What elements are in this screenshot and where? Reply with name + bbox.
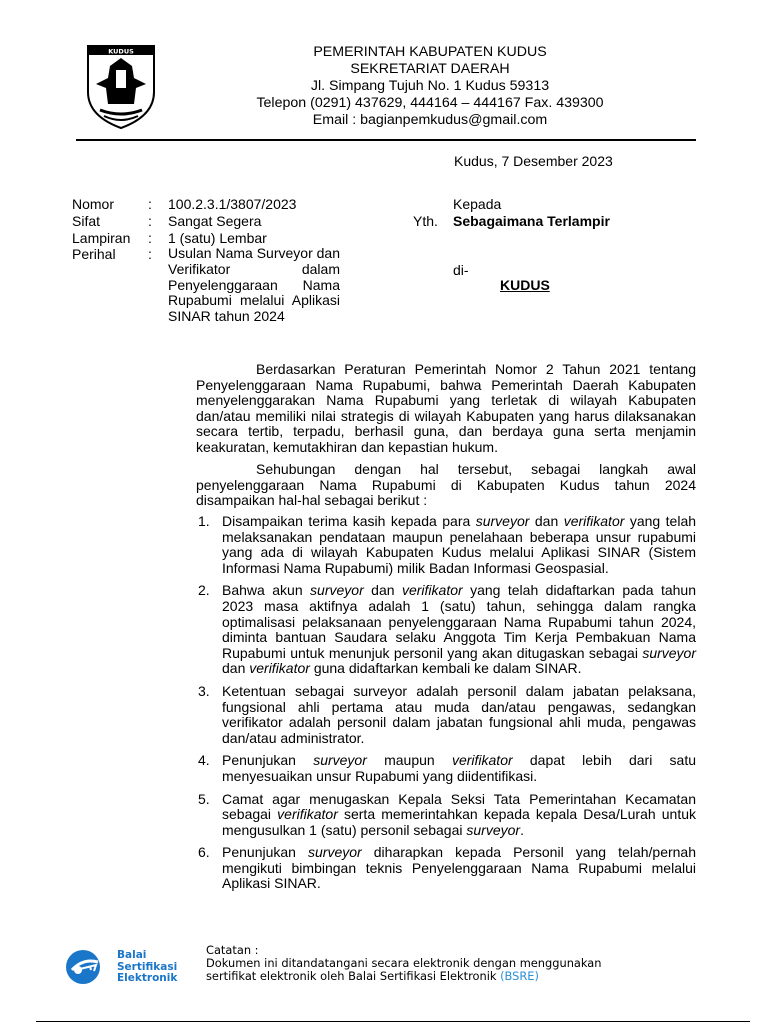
electronic-signature-note — [206, 944, 602, 983]
sifat-label: Sifat — [72, 213, 101, 229]
letterhead-line-4: Telepon (0291) 437629, 444164 – 444167 Fax. 439300 — [256, 95, 604, 111]
letterhead-line-5: Email : bagianpemkudus@gmail.com — [312, 112, 548, 128]
nomor-colon: : — [148, 196, 152, 212]
note-line-2: sertifikat elektronik oleh Balai Sertifikasi Elektronik (BSRE) — [206, 969, 539, 983]
recipient-name: Sebagaimana Terlampir — [453, 213, 610, 229]
list-item: 1. Disampaikan terima kasih kepada para surveyor dan verifikator yang telah melaksanakan pendataan maupun penelahaan beberapa unsur rupabumi yang ada di wilayah Kabupaten Kudus melalui Aplikasi SINAR (Sistem Informasi Nama Rupabumi) milik Badan Informasi Geospasial. — [198, 513, 697, 576]
sifat-value: Sangat Segera — [168, 213, 262, 229]
kepada-label: Kepada — [453, 196, 502, 212]
di-label: di- — [453, 262, 469, 278]
letterhead-line-1: PEMERINTAH KABUPATEN KUDUS — [313, 44, 547, 60]
sifat-colon: : — [148, 213, 152, 229]
letter-date: Kudus, 7 Desember 2023 — [454, 153, 613, 169]
body-paragraph-1: Berdasarkan Peraturan Pemerintah Nomor 2 Tahun 2021 tentang Penyelenggaraan Nama Rupabumi, bahwa Pemerintah Daerah Kabupaten menyelenggarakan Nama Rupabumi yang terletak di wilayah Kabupaten dan/atau memiliki nilai strategis di wilayah Kabupaten yang harus dilaksanakan secara tertib, terpadu, berhasil guna, dan berdaya guna serta menjamin keakuratan, kemutakhiran dan kepastian hukum. — [196, 361, 696, 455]
list-item: 3. Ketentuan sebagai surveyor adalah personil dalam jabatan pelaksana, fungsional ahli pertama atau muda dan/atau pengawas, sedangkan verifikator adalah personil dalam jabatan fungsional ahli muda, pengawas dan/atau administrator. — [198, 682, 696, 746]
lampiran-label: Lampiran — [72, 230, 131, 246]
perihal-label: Perihal — [72, 246, 116, 262]
letterhead — [180, 44, 680, 129]
note-line-1: Dokumen ini ditandatangani secara elektronik dengan menggunakan — [206, 956, 602, 970]
letterhead-line-2: SEKRETARIAT DAERAH — [350, 61, 510, 77]
kudus-crest-logo — [86, 44, 156, 130]
recipient-city: KUDUS — [500, 277, 550, 293]
letterhead-line-3: Jl. Simpang Tujuh No. 1 Kudus 59313 — [310, 78, 550, 94]
list-item: 4. Penunjukan surveyor maupun verifikator dapat lebih dari satu menyesuaikan unsur Rupabumi yang diidentifikasi. — [198, 752, 697, 784]
list-item: 2. Bahwa akun surveyor dan verifikator yang telah didaftarkan pada tahun 2023 masa aktifnya adalah 1 (satu) tahun, sehingga dalam rangka optimalisasi pelaksanaan penyelenggaraan Nama Rupabumi tahun 2024, diminta bantuan Saudara selaku Anggota Tim Kerja Pembakuan Nama Rupabumi untuk menunjuk personil yang akan ditugaskan sebagai surveyor dan verifikator guna didaftarkan kembali ke dalam SINAR. — [198, 582, 696, 677]
perihal-colon: : — [148, 246, 152, 262]
lampiran-value: 1 (satu) Lembar — [168, 230, 267, 246]
bsre-wordmark: Balai Sertifikasi Elektronik — [117, 949, 178, 984]
header-divider — [76, 139, 696, 141]
body-paragraph-2: Sehubungan dengan hal tersebut, sebagai langkah awal penyelenggaraan Nama Rupabumi di Kabupaten Kudus tahun 2024 disampaikan hal-hal sebagai berikut : — [196, 461, 696, 509]
perihal-value: Usulan Nama Surveyor dan Verifikator dalam Penyelenggaraan Nama Rupabumi melalui Aplikasi SINAR tahun 2024 — [168, 245, 340, 325]
note-title: Catatan : — [206, 943, 259, 957]
footer-divider — [36, 1021, 750, 1022]
lampiran-colon: : — [148, 230, 152, 246]
yth-label: Yth. — [413, 213, 438, 229]
numbered-list — [196, 514, 696, 899]
bsre-logo-icon — [64, 948, 118, 986]
list-item: 6. Penunjukan surveyor diharapkan kepada Personil yang telah/pernah mengikuti bimbingan teknis Penyelenggaraan Nama Rupabumi melalui Aplikasi SINAR. — [198, 844, 696, 892]
crest-text: KUDUS — [108, 47, 134, 56]
nomor-value: 100.2.3.1/3807/2023 — [168, 196, 297, 212]
list-item: 5. Camat agar menugaskan Kepala Seksi Tata Pemerintahan Kecamatan sebagai verifikator serta memerintahkan kepada kepala Desa/Lurah untuk mengusulkan 1 (satu) personil sebagai surveyor. — [198, 790, 697, 838]
nomor-label: Nomor — [72, 196, 115, 212]
